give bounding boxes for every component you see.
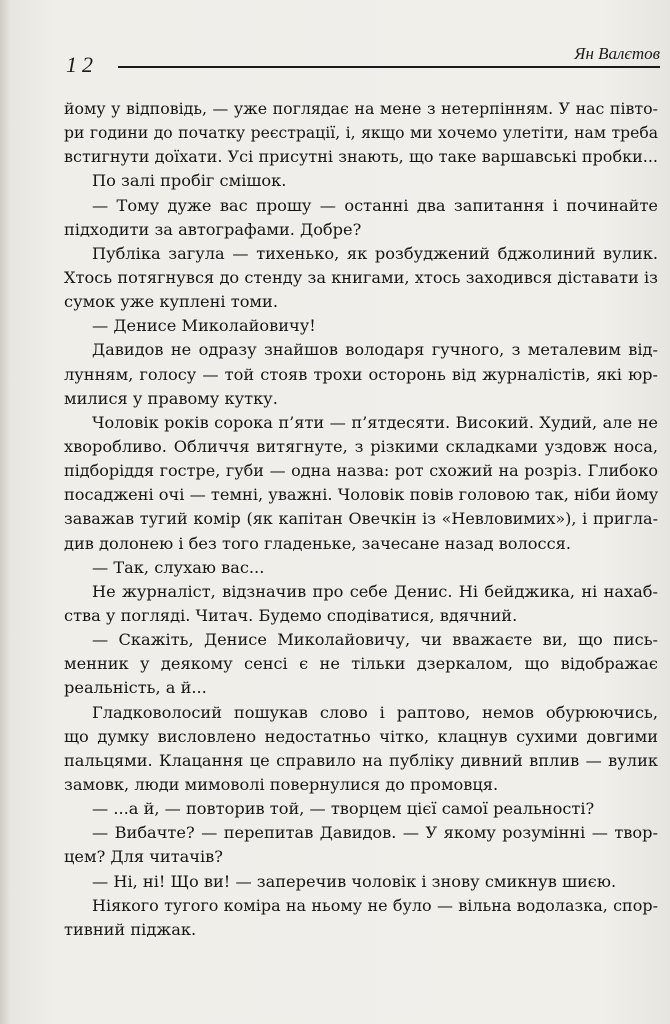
text-line: Публіка загула — тихенько, як розбуджений бджолиний вулик. bbox=[92, 243, 658, 263]
text-line: встигнути доїхати. Усі присутні знають, що таке варшавські пробки... bbox=[64, 147, 658, 167]
text-line: Хтось потягнувся до стенду за книгами, хтось заходився діставати із bbox=[64, 267, 658, 287]
text-line: — Денисе Миколайовичу! bbox=[92, 316, 316, 336]
text-line: милися у правому кутку. bbox=[64, 388, 278, 408]
text-line: ства у погляді. Читач. Будемо сподіватися, вдячний. bbox=[64, 605, 518, 625]
page-number: 12 bbox=[66, 52, 98, 77]
text-line: — Вибачте? — перепитав Давидов. — У якому розумінні — твор- bbox=[92, 823, 658, 843]
text-line: підходити за автографами. Добре? bbox=[64, 219, 362, 239]
text-line: пальцями. Клацання це справило на публіку дивний вплив — вулик bbox=[64, 750, 658, 770]
text-line: цем? Для читачів? bbox=[64, 847, 223, 867]
text-line: заважав тугий комір (як капітан Овечкін із «Невловимих»), і пригла- bbox=[64, 509, 658, 529]
text-line: Гладковолосий пошукав слово і раптово, немов обурюючись, bbox=[92, 702, 658, 722]
running-header-author: Ян Валєтов bbox=[574, 44, 660, 63]
text-line: менник у деякому сенсі є не тільки дзеркалом, що відображає bbox=[64, 654, 658, 674]
text-line: — ...а й, — повторив той, — творцем цієї самої реальності? bbox=[92, 799, 595, 819]
text-line: Давидов не одразу знайшов володаря гучного, з металевим від- bbox=[92, 340, 658, 360]
text-line: що думку висловлено недостатньо чітко, клацнув сухими довгими bbox=[64, 726, 658, 746]
text-line: див долонею і без того гладеньке, зачесане назад волосся. bbox=[64, 533, 572, 553]
text-line: тивний піджак. bbox=[64, 919, 197, 939]
body-text bbox=[64, 97, 658, 942]
text-line: йому у відповідь, — уже поглядає на мене з нетерпінням. У нас півто- bbox=[64, 99, 658, 118]
running-header bbox=[66, 44, 660, 77]
text-line: — Скажіть, Денисе Миколайовичу, чи вважаєте ви, що пись- bbox=[92, 630, 658, 650]
text-line: лунням, голосу — той стояв трохи осторонь від журналістів, які юр- bbox=[64, 364, 658, 384]
text-line: Не журналіст, відзначив про себе Денис. Ні бейджика, ні нахаб- bbox=[92, 581, 658, 601]
text-line: підборіддя гостре, губи — одна назва: рот схожий на розріз. Глибоко bbox=[64, 461, 658, 481]
text-line: Чоловік років сорока п’яти — п’ятдесяти. Високий. Худий, але не bbox=[92, 412, 658, 432]
text-line: сумок уже куплені томи. bbox=[64, 292, 278, 312]
text-line: По залі пробіг смішок. bbox=[92, 171, 287, 191]
text-line: — Так, слухаю вас... bbox=[92, 557, 265, 577]
text-line: Ніякого тугого коміра на ньому не було — вільна водолазка, спор- bbox=[92, 895, 658, 915]
text-line: хворобливо. Обличчя витягнуте, з різкими складками уздовж носа, bbox=[64, 436, 658, 456]
header-rule bbox=[118, 66, 660, 68]
text-line: ри години до початку реєстрації, і, якщо ми хочемо улетіти, нам треба bbox=[64, 124, 658, 143]
text-line: реальність, а й... bbox=[64, 678, 207, 698]
page-gutter-shadow bbox=[0, 0, 10, 1024]
text-line: — Тому дуже вас прошу — останні два запитання і починайте bbox=[92, 195, 658, 215]
text-line: посаджені очі — темні, уважні. Чоловік повів головою так, ніби йому bbox=[64, 485, 659, 505]
text-line: замовк, люди мимоволі повернулися до промовця. bbox=[64, 774, 499, 794]
text-line: — Ні, ні! Що ви! — заперечив чоловік і знову смикнув шиєю. bbox=[92, 871, 617, 891]
